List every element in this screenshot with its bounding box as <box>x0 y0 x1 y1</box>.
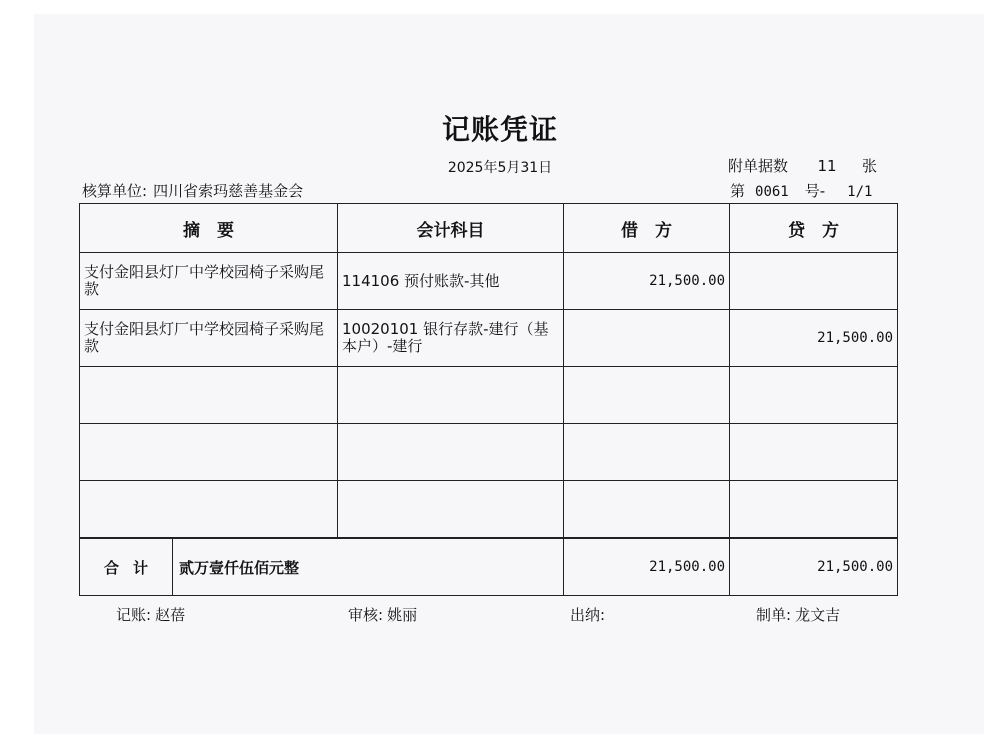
cell-debit <box>564 367 730 424</box>
voucher-no-suffix: 号- <box>804 182 826 200</box>
maker-name: 龙文吉 <box>795 606 841 624</box>
header-summary: 摘 要 <box>80 204 338 253</box>
cell-summary <box>80 367 338 424</box>
attach-count-value: 11 <box>817 157 837 175</box>
total-label: 合计 <box>80 539 173 595</box>
voucher-no-prefix: 第 <box>730 182 746 200</box>
cell-credit: 21,500.00 <box>730 310 898 367</box>
table-header-row <box>80 204 898 253</box>
unit-label: 核算单位: <box>82 182 148 200</box>
voucher-date: 2025年5月31日 <box>447 160 553 176</box>
signature-maker <box>756 604 840 625</box>
table-row <box>80 367 898 424</box>
unit-name: 四川省索玛慈善基金会 <box>153 182 304 200</box>
cell-summary: 支付金阳县灯厂中学校园椅子采购尾款 <box>80 253 338 310</box>
total-left-cell <box>80 538 564 596</box>
header-account: 会计科目 <box>338 204 564 253</box>
total-credit: 21,500.00 <box>730 538 898 596</box>
cell-debit <box>564 481 730 539</box>
total-amount-words: 贰万壹仟伍佰元整 <box>179 558 300 577</box>
total-row <box>80 538 898 596</box>
cell-summary: 支付金阳县灯厂中学校园椅子采购尾款 <box>80 310 338 367</box>
cell-credit <box>730 367 898 424</box>
voucher-table <box>79 203 898 596</box>
accounting-unit <box>82 180 303 201</box>
attach-unit: 张 <box>862 157 878 175</box>
signature-reviewer <box>348 604 417 625</box>
attach-label: 附单据数 <box>728 157 789 175</box>
cell-summary <box>80 424 338 481</box>
cell-account <box>338 367 564 424</box>
cell-summary <box>80 481 338 539</box>
cell-debit: 21,500.00 <box>564 253 730 310</box>
bookkeeper-name: 赵蓓 <box>155 606 186 624</box>
header-credit: 贷 方 <box>730 204 898 253</box>
table-row <box>80 253 898 310</box>
voucher-number <box>730 180 872 201</box>
reviewer-label: 审核: <box>348 606 384 624</box>
table-row <box>80 481 898 539</box>
cell-account: 114106 预付账款-其他 <box>338 253 564 310</box>
header-debit: 借 方 <box>564 204 730 253</box>
cell-account: 10020101 银行存款-建行（基本户）-建行 <box>338 310 564 367</box>
bookkeeper-label: 记账: <box>116 606 152 624</box>
cashier-label: 出纳: <box>570 606 606 624</box>
signature-cashier <box>570 604 609 625</box>
maker-label: 制单: <box>756 606 792 624</box>
cell-debit <box>564 310 730 367</box>
voucher-page: 1/1 <box>847 184 873 200</box>
reviewer-name: 姚丽 <box>387 606 418 624</box>
cell-credit <box>730 481 898 539</box>
attachment-count <box>728 155 877 176</box>
cell-account <box>338 424 564 481</box>
cell-debit <box>564 424 730 481</box>
signature-bookkeeper <box>116 604 185 625</box>
cell-credit <box>730 253 898 310</box>
table-row <box>80 310 898 367</box>
voucher-title: 记账凭证 <box>441 113 558 146</box>
cell-credit <box>730 424 898 481</box>
cell-account <box>338 481 564 539</box>
table-row <box>80 424 898 481</box>
total-debit: 21,500.00 <box>564 538 730 596</box>
voucher-no-value: 0061 <box>755 184 789 200</box>
